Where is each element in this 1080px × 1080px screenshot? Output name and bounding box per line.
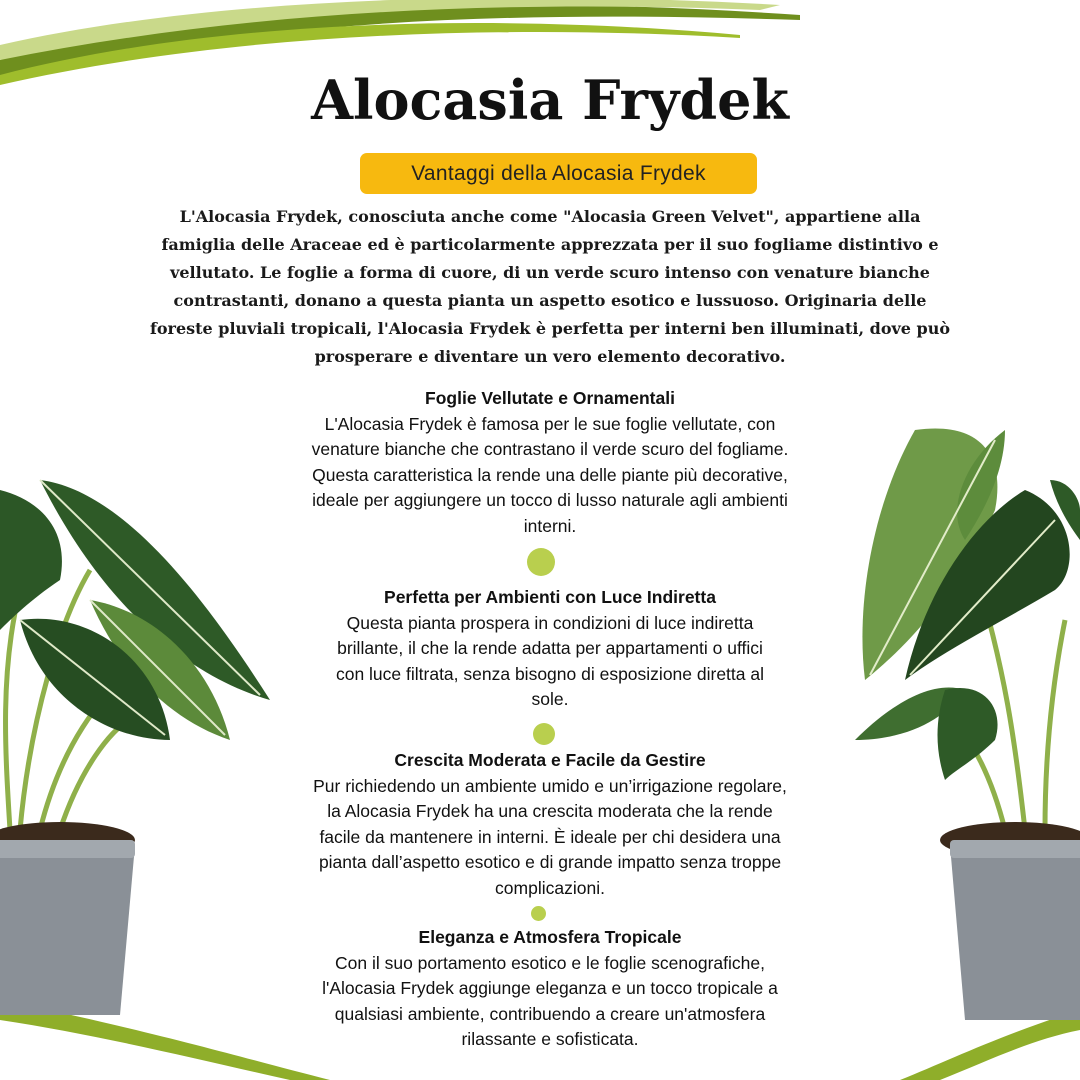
page-title: Alocasia Frydek (311, 68, 789, 132)
section-line: l'Alocasia Frydek aggiunge eleganza e un tocco tropicale a (322, 978, 778, 998)
plant-image-left (0, 470, 280, 1030)
section-line: qualsiasi ambiente, contribuendo a creare un'atmosfera (334, 1003, 766, 1024)
subtitle-badge: Vantaggi della Alocasia Frydek (360, 153, 757, 194)
section-line: Questa pianta prospera in condizioni di luce indiretta (346, 612, 754, 633)
section-line: L'Alocasia Frydek è famosa per le sue foglie vellutate, con (324, 413, 776, 434)
intro-line: famiglia delle Araceae ed è particolarmente apprezzata per il suo fogliame distintivo e (161, 235, 939, 254)
benefit-section-foliage (250, 386, 850, 539)
plant-image-right (855, 420, 1080, 1030)
section-line: Questa caratteristica la rende una delle piante più decorative, (312, 464, 788, 485)
section-line: ideale per aggiungere un tocco di lusso naturale agli ambienti (312, 490, 788, 510)
benefit-section-light (250, 585, 850, 713)
section-line: sole. (531, 689, 569, 709)
intro-line: prosperare e diventare un vero elemento decorativo. (314, 347, 786, 366)
benefit-section-elegance (250, 925, 850, 1053)
section-line: con luce filtrata, senza bisogno di esposizione diretta al (335, 663, 765, 684)
bullet-dot (531, 906, 546, 921)
section-line: complicazioni. (495, 877, 605, 898)
benefit-section-growth (250, 748, 850, 901)
bullet-dot (533, 723, 555, 745)
section-heading: Crescita Moderata e Facile da Gestire (394, 750, 706, 770)
section-line: rilassante e sofisticata. (461, 1029, 639, 1049)
section-line: pianta dall’aspetto esotico e di grande impatto senza troppe (318, 852, 782, 872)
intro-line: vellutato. Le foglie a forma di cuore, di un verde scuro intenso con venature bianche (170, 263, 930, 282)
section-line: interni. (523, 515, 577, 536)
section-line: Pur richiedendo un ambiente umido e un’irrigazione regolare, (313, 775, 787, 796)
section-heading: Foglie Vellutate e Ornamentali (425, 388, 675, 408)
intro-line: foreste pluviali tropicali, l'Alocasia Frydek è perfetta per interni ben illuminati, dove può (149, 319, 951, 338)
section-line: brillante, il che la rende adatta per appartamenti o uffici (337, 638, 763, 658)
section-line: Con il suo portamento esotico e le foglie scenografiche, (335, 952, 765, 973)
section-heading: Eleganza e Atmosfera Tropicale (418, 927, 682, 947)
section-line: venature bianche che contrastano il verde scuro del fogliame. (311, 439, 789, 459)
intro-paragraph (140, 203, 960, 371)
section-line: la Alocasia Frydek ha una crescita moderata che la rende (327, 801, 773, 821)
intro-line: contrastanti, donano a questa pianta un aspetto esotico e lussuoso. Originaria delle (173, 291, 927, 310)
intro-line: L'Alocasia Frydek, conosciuta anche come "Alocasia Green Velvet", appartiene alla (179, 207, 921, 226)
section-heading: Perfetta per Ambienti con Luce Indiretta (384, 587, 716, 607)
bullet-dot (527, 548, 555, 576)
section-line: facile da mantenere in interni. È ideale per chi desidera una (319, 826, 781, 847)
